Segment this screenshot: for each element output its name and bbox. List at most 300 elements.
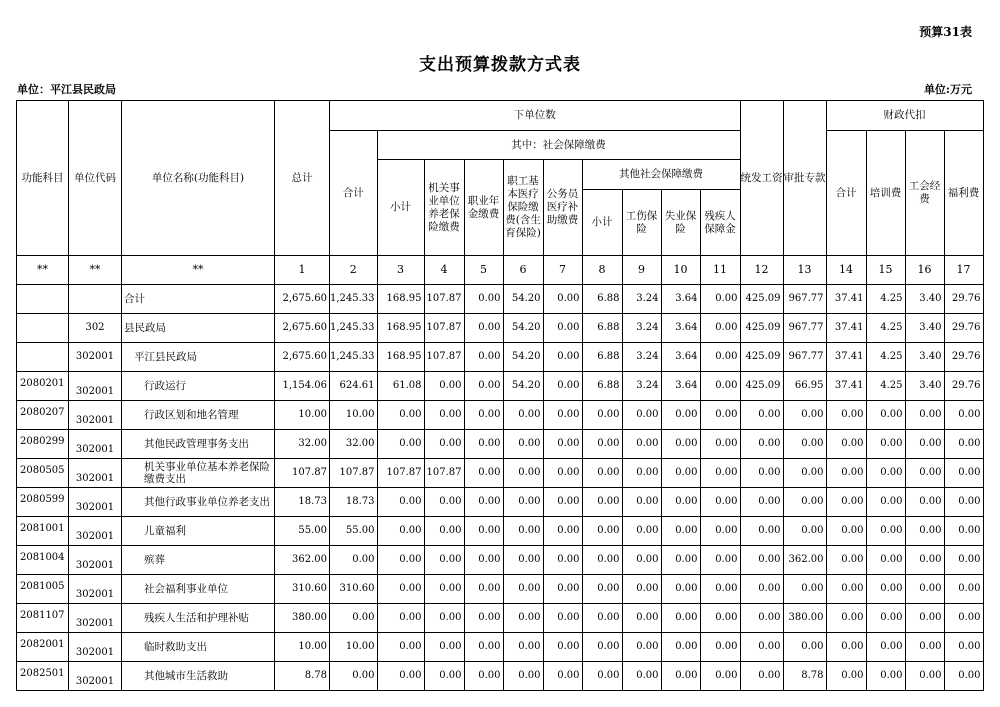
value-cell: 0.00 [464,488,503,517]
value-cell: 967.77 [783,285,826,314]
unit-name-cell: 合计 [122,285,275,314]
func-code-cell: 2082501 [17,662,69,691]
unit-name-cell: 行政区划和地名管理 [122,401,275,430]
col-medical: 职工基本医疗保险缴费(含生育保险) [503,160,543,256]
col-annuity: 职业年金缴费 [464,160,503,256]
index-cell: ** [69,256,122,285]
func-code-cell: 2080599 [17,488,69,517]
value-cell: 0.00 [826,488,866,517]
index-cell: 9 [622,256,661,285]
col-unit-name: 单位名称(功能科目) [122,101,275,256]
value-cell: 0.00 [330,546,378,575]
value-cell: 54.20 [503,372,543,401]
index-cell: 3 [377,256,424,285]
value-cell: 0.00 [866,401,905,430]
index-cell: 2 [330,256,378,285]
table-row [17,546,984,575]
value-cell: 3.40 [905,372,944,401]
func-code-cell [17,314,69,343]
value-cell: 55.00 [330,517,378,546]
value-cell: 0.00 [503,633,543,662]
unit-code-cell: 302001 [69,372,122,401]
value-cell: 0.00 [700,285,740,314]
value-cell: 0.00 [424,401,464,430]
value-cell: 0.00 [661,459,700,488]
value-cell: 0.00 [740,662,783,691]
value-cell: 0.00 [622,633,661,662]
value-cell: 4.25 [866,285,905,314]
value-cell: 10.00 [275,633,330,662]
value-cell: 0.00 [377,517,424,546]
value-cell: 425.09 [740,314,783,343]
value-cell: 107.87 [424,314,464,343]
value-cell: 0.00 [622,662,661,691]
value-cell: 3.40 [905,314,944,343]
index-cell: 8 [582,256,622,285]
value-cell: 0.00 [700,604,740,633]
value-cell: 0.00 [783,459,826,488]
value-cell: 0.00 [826,662,866,691]
value-cell: 0.00 [905,546,944,575]
table-row [17,401,984,430]
value-cell: 425.09 [740,372,783,401]
value-cell: 107.87 [330,459,378,488]
value-cell: 0.00 [582,604,622,633]
value-cell: 0.00 [377,401,424,430]
col-subtotal: 小计 [377,160,424,256]
value-cell: 0.00 [503,546,543,575]
value-cell: 0.00 [944,488,983,517]
value-cell: 362.00 [783,546,826,575]
value-cell: 0.00 [543,488,582,517]
value-cell: 0.00 [866,459,905,488]
value-cell: 0.00 [582,575,622,604]
col-union: 工会经费 [905,131,944,256]
table-row [17,372,984,401]
value-cell: 0.00 [622,517,661,546]
col-uniform-pay: 统发工资 [740,101,783,256]
func-code-cell: 2081107 [17,604,69,633]
value-cell: 0.00 [377,430,424,459]
unit-name-cell: 其他城市生活救助 [122,662,275,691]
col-lower-sum: 合计 [330,131,378,256]
value-cell: 0.00 [424,575,464,604]
value-cell: 0.00 [424,662,464,691]
value-cell: 0.00 [661,604,700,633]
table-row [17,633,984,662]
unit-label: 单位：平江县民政局 [17,83,116,96]
value-cell: 0.00 [377,575,424,604]
value-cell: 0.00 [622,604,661,633]
value-cell: 4.25 [866,343,905,372]
value-cell: 107.87 [275,459,330,488]
value-cell: 0.00 [700,372,740,401]
value-cell: 0.00 [543,546,582,575]
value-cell: 0.00 [866,633,905,662]
unit-code-cell: 302001 [69,633,122,662]
value-cell: 0.00 [424,633,464,662]
value-cell: 0.00 [464,662,503,691]
value-cell: 1,154.06 [275,372,330,401]
index-cell: 1 [275,256,330,285]
value-cell: 3.64 [661,372,700,401]
unit-code-cell: 302001 [69,546,122,575]
value-cell: 0.00 [944,662,983,691]
col-total: 总计 [275,101,330,256]
value-cell: 0.00 [866,517,905,546]
value-cell: 4.25 [866,372,905,401]
value-cell: 425.09 [740,343,783,372]
budget-table [16,100,984,691]
value-cell: 0.00 [464,430,503,459]
value-cell: 0.00 [661,575,700,604]
value-cell: 0.00 [866,604,905,633]
value-cell: 0.00 [944,401,983,430]
value-cell: 0.00 [905,430,944,459]
value-cell: 0.00 [503,662,543,691]
value-cell: 168.95 [377,285,424,314]
value-cell: 967.77 [783,314,826,343]
table-row [17,662,984,691]
value-cell: 0.00 [944,546,983,575]
unit-code-cell [69,285,122,314]
value-cell: 168.95 [377,343,424,372]
table-row [17,488,984,517]
value-cell: 0.00 [944,633,983,662]
value-cell: 380.00 [275,604,330,633]
value-cell: 54.20 [503,343,543,372]
func-code-cell: 2080505 [17,459,69,488]
index-cell: 11 [700,256,740,285]
col-unit-code: 单位代码 [69,101,122,256]
unit-name-cell: 行政运行 [122,372,275,401]
value-cell: 0.00 [424,517,464,546]
value-cell: 0.00 [783,401,826,430]
value-cell: 37.41 [826,285,866,314]
col-pension: 机关事业单位养老保险缴费 [424,160,464,256]
value-cell: 0.00 [700,488,740,517]
unit-code-cell: 302001 [69,575,122,604]
value-cell: 0.00 [582,662,622,691]
col-special: 审批专款 [783,101,826,256]
func-code-cell: 2080201 [17,372,69,401]
index-cell: ** [122,256,275,285]
value-cell: 37.41 [826,372,866,401]
col-other-subtotal: 小计 [582,190,622,256]
value-cell: 0.00 [700,633,740,662]
value-cell: 6.88 [582,314,622,343]
table-row [17,285,984,314]
value-cell: 0.00 [543,314,582,343]
table-row [17,604,984,633]
value-cell: 0.00 [622,430,661,459]
unit-name-cell: 儿童福利 [122,517,275,546]
unit-code-cell: 302001 [69,343,122,372]
value-cell: 0.00 [503,401,543,430]
value-cell: 310.60 [330,575,378,604]
value-cell: 362.00 [275,546,330,575]
value-cell: 0.00 [700,662,740,691]
value-cell: 0.00 [826,633,866,662]
value-cell: 18.73 [275,488,330,517]
index-cell: 6 [503,256,543,285]
value-cell: 0.00 [543,430,582,459]
value-cell: 10.00 [330,633,378,662]
value-cell: 32.00 [330,430,378,459]
value-cell: 0.00 [783,575,826,604]
value-cell: 0.00 [740,575,783,604]
value-cell: 0.00 [464,604,503,633]
value-cell: 0.00 [424,604,464,633]
value-cell: 0.00 [905,459,944,488]
func-code-cell: 2080207 [17,401,69,430]
value-cell: 32.00 [275,430,330,459]
value-cell: 10.00 [275,401,330,430]
value-cell: 624.61 [330,372,378,401]
value-cell: 0.00 [377,633,424,662]
col-other-social: 其他社会保障缴费 [582,160,740,190]
table-row [17,314,984,343]
value-cell: 0.00 [543,604,582,633]
value-cell: 54.20 [503,285,543,314]
value-cell: 0.00 [377,488,424,517]
value-cell: 0.00 [424,372,464,401]
value-cell: 107.87 [424,343,464,372]
value-cell: 107.87 [377,459,424,488]
unit-code-cell: 302001 [69,488,122,517]
col-injury: 工伤保险 [622,190,661,256]
value-cell: 0.00 [905,488,944,517]
unit-name-cell: 平江县民政局 [122,343,275,372]
value-cell: 3.40 [905,285,944,314]
value-cell: 0.00 [377,662,424,691]
unit-name-cell: 殡葬 [122,546,275,575]
value-cell: 0.00 [661,546,700,575]
index-cell: 5 [464,256,503,285]
col-unemployment: 失业保险 [661,190,700,256]
value-cell: 0.00 [661,633,700,662]
value-cell: 967.77 [783,343,826,372]
value-cell: 0.00 [622,546,661,575]
value-cell: 0.00 [582,459,622,488]
index-cell: 13 [783,256,826,285]
value-cell: 0.00 [503,459,543,488]
value-cell: 4.25 [866,314,905,343]
value-cell: 0.00 [582,488,622,517]
value-cell: 0.00 [700,459,740,488]
value-cell: 0.00 [543,285,582,314]
unit-name-cell: 临时救助支出 [122,633,275,662]
value-cell: 0.00 [424,430,464,459]
value-cell: 0.00 [944,459,983,488]
value-cell: 3.24 [622,372,661,401]
value-cell: 0.00 [866,546,905,575]
value-cell: 0.00 [622,459,661,488]
value-cell: 3.40 [905,343,944,372]
value-cell: 0.00 [866,575,905,604]
table-row [17,430,984,459]
unit-name-cell: 机关事业单位基本养老保险缴费支出 [122,459,275,488]
func-code-cell: 2081001 [17,517,69,546]
value-cell: 0.00 [826,546,866,575]
table-header [17,101,984,285]
value-cell: 0.00 [503,517,543,546]
value-cell: 0.00 [740,430,783,459]
value-cell: 0.00 [661,488,700,517]
value-cell: 0.00 [424,488,464,517]
value-cell: 0.00 [783,430,826,459]
col-welfare: 福利费 [944,131,983,256]
col-fiscal: 财政代扣 [826,101,983,131]
func-code-cell: 2082001 [17,633,69,662]
func-code-cell: 2081005 [17,575,69,604]
value-cell: 0.00 [582,401,622,430]
value-cell: 0.00 [826,430,866,459]
col-disabled: 残疾人保障金 [700,190,740,256]
value-cell: 29.76 [944,372,983,401]
value-cell: 0.00 [826,517,866,546]
value-cell: 0.00 [866,662,905,691]
value-cell: 0.00 [700,314,740,343]
value-cell: 0.00 [661,401,700,430]
value-cell: 0.00 [582,546,622,575]
value-cell: 2,675.60 [275,314,330,343]
value-cell: 3.24 [622,314,661,343]
value-cell: 8.78 [275,662,330,691]
value-cell: 0.00 [783,488,826,517]
index-cell: 7 [543,256,582,285]
unit-name-cell: 其他民政管理事务支出 [122,430,275,459]
value-cell: 29.76 [944,285,983,314]
value-cell: 1,245.33 [330,314,378,343]
table-row [17,459,984,488]
value-cell: 0.00 [424,546,464,575]
value-cell: 0.00 [543,343,582,372]
unit-name-cell: 县民政局 [122,314,275,343]
func-code-cell [17,343,69,372]
value-cell: 0.00 [503,430,543,459]
value-cell: 6.88 [582,285,622,314]
index-cell: 16 [905,256,944,285]
index-cell: 4 [424,256,464,285]
value-cell: 0.00 [944,430,983,459]
value-cell: 0.00 [700,430,740,459]
index-cell: 10 [661,256,700,285]
value-cell: 3.64 [661,285,700,314]
value-cell: 10.00 [330,401,378,430]
table-row [17,343,984,372]
unit-code-cell: 302 [69,314,122,343]
unit-name-cell: 残疾人生活和护理补贴 [122,604,275,633]
index-cell: 14 [826,256,866,285]
value-cell: 0.00 [330,662,378,691]
unit-code-cell: 302001 [69,604,122,633]
value-cell: 29.76 [944,314,983,343]
value-cell: 3.24 [622,285,661,314]
value-cell: 0.00 [503,604,543,633]
value-cell: 0.00 [866,430,905,459]
table-row [17,575,984,604]
index-cell: ** [17,256,69,285]
value-cell: 0.00 [783,633,826,662]
value-cell: 0.00 [826,459,866,488]
value-cell: 107.87 [424,459,464,488]
value-cell: 6.88 [582,343,622,372]
value-cell: 0.00 [622,401,661,430]
value-cell: 0.00 [543,633,582,662]
value-cell: 0.00 [783,517,826,546]
value-cell: 0.00 [944,604,983,633]
value-cell: 54.20 [503,314,543,343]
value-cell: 37.41 [826,314,866,343]
value-cell: 0.00 [740,546,783,575]
value-cell: 0.00 [464,401,503,430]
value-cell: 6.88 [582,372,622,401]
value-cell: 0.00 [464,575,503,604]
value-cell: 0.00 [905,401,944,430]
value-cell: 0.00 [700,546,740,575]
col-training: 培训费 [866,131,905,256]
value-cell: 0.00 [944,575,983,604]
col-func: 功能科目 [17,101,69,256]
value-cell: 0.00 [543,401,582,430]
unit-code-cell: 302001 [69,430,122,459]
value-cell: 0.00 [826,401,866,430]
col-fiscal-sum: 合计 [826,131,866,256]
value-cell: 0.00 [740,633,783,662]
index-row [17,256,984,285]
func-code-cell [17,285,69,314]
col-civil-medical: 公务员医疗补助缴费 [543,160,582,256]
value-cell: 37.41 [826,343,866,372]
value-cell: 0.00 [543,459,582,488]
value-cell: 0.00 [503,488,543,517]
value-cell: 0.00 [464,285,503,314]
unit-name-cell: 社会福利事业单位 [122,575,275,604]
value-cell: 0.00 [661,430,700,459]
value-cell: 0.00 [464,633,503,662]
value-cell: 0.00 [905,517,944,546]
value-cell: 0.00 [740,401,783,430]
value-cell: 0.00 [700,575,740,604]
value-cell: 0.00 [330,604,378,633]
value-cell: 1,245.33 [330,285,378,314]
table-row [17,517,984,546]
value-cell: 2,675.60 [275,285,330,314]
value-cell: 0.00 [582,430,622,459]
value-cell: 0.00 [866,488,905,517]
value-cell: 0.00 [543,662,582,691]
value-cell: 0.00 [543,517,582,546]
value-cell: 0.00 [661,662,700,691]
value-cell: 0.00 [944,517,983,546]
unit-name-cell: 其他行政事业单位养老支出 [122,488,275,517]
value-cell: 0.00 [905,662,944,691]
value-cell: 0.00 [700,517,740,546]
value-cell: 0.00 [700,343,740,372]
col-lower-units: 下单位数 [330,101,741,131]
value-cell: 0.00 [464,517,503,546]
value-cell: 0.00 [905,604,944,633]
value-cell: 0.00 [905,633,944,662]
value-cell: 55.00 [275,517,330,546]
value-cell: 3.64 [661,343,700,372]
value-cell: 3.64 [661,314,700,343]
value-cell: 8.78 [783,662,826,691]
value-cell: 0.00 [740,517,783,546]
value-cell: 0.00 [377,604,424,633]
currency-unit: 单位:万元 [923,83,972,96]
